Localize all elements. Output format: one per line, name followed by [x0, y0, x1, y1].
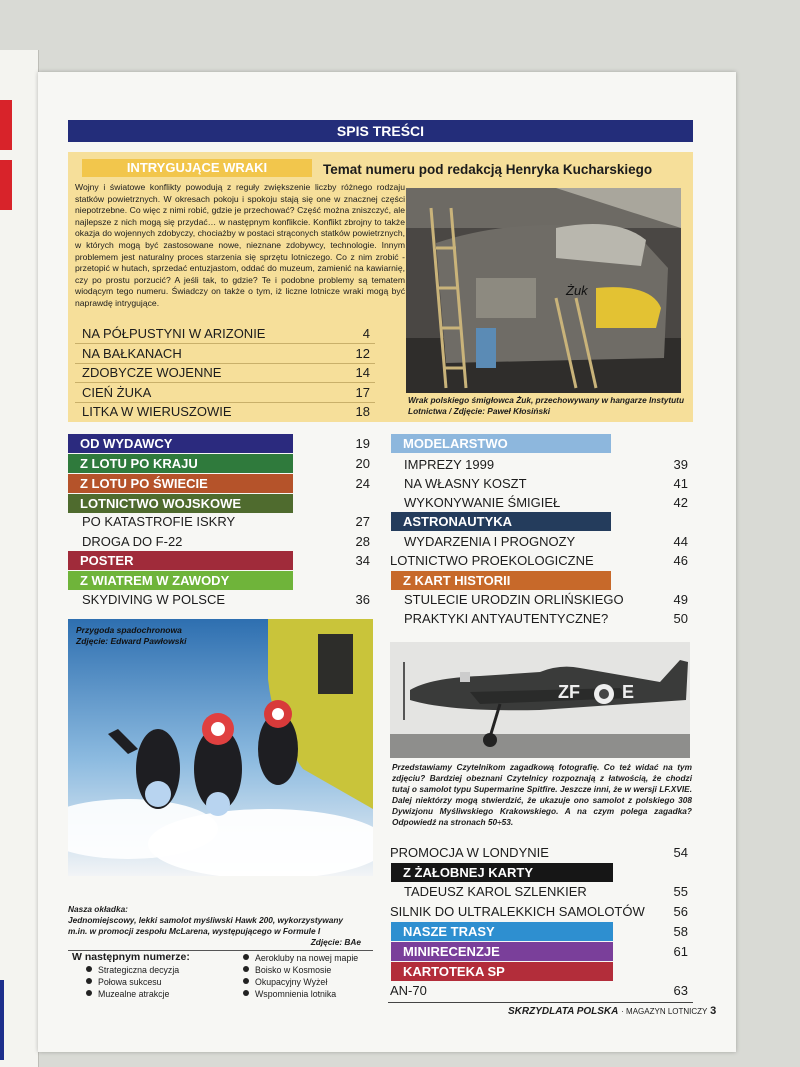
- feature-intro: Wojny i światowe konflikty powodują z reguły zwiększenie liczby różnego rodzaju statków powietrznych. W okresach pokoju i spokoju stają się one w znacznej części niepotrzebne. Co więc z nimi robić, gdzie je przechować? Część można zniszczyć, ale najlepsze z nich mogą się przydać… w następnym konflikcie. Konflikt zbrojny to także okazja do wojennych zdobyczy, chociażby w postaci strąconych statków powietrznych, w których mogą być zastosowane nowe, nieznane zdobywcy, technologie. Innym problemem jest naturalny proces starzenia się sprzętu lotniczego. Co z nim zrobić - przetopić w hutach, sprzedać entuzjastom, oddać do muzeum, zamienić na kawiarnię, czy po prostu porzucić? A jeśli tak, to gdzie? Te i podobne problemy są tematem wiodącym tego numeru. Świadczy on także o tym, iż liczne lotnicze wraki mogą być naprawdę intrygujące.: [75, 182, 405, 308]
- helicopter-photo: [406, 188, 681, 393]
- next-issue-item: [243, 964, 358, 976]
- bullet-icon: [243, 990, 249, 996]
- flag-stripe: [0, 160, 12, 210]
- next-issue-item: [86, 976, 179, 988]
- toc-entry[interactable]: PO KATASTROFIE ISKRY: [82, 514, 236, 529]
- next-issue-list-2: [243, 952, 358, 1000]
- toc-page: 41: [673, 476, 688, 491]
- toc-page: 49: [673, 592, 688, 607]
- section-page: 24: [355, 476, 370, 491]
- section-bar[interactable]: Z LOTU PO KRAJU: [68, 454, 293, 473]
- section-page: 20: [355, 456, 370, 471]
- next-issue-item-label: Strategiczna decyzja: [98, 965, 180, 975]
- section-bar[interactable]: OD WYDAWCY: [68, 434, 293, 453]
- toc-page: 56: [673, 904, 688, 919]
- feature-item-title[interactable]: NA PÓŁPUSTYNI W ARIZONIE: [82, 326, 266, 341]
- spitfire-code: ZF: [558, 682, 580, 702]
- next-issue-list-1: [86, 964, 179, 1000]
- cover-note: [68, 904, 373, 948]
- toc-entry[interactable]: PRAKTYKI ANTYAUTENTYCZNE?: [404, 611, 609, 626]
- section-bar[interactable]: POSTER: [68, 551, 293, 570]
- section-bar[interactable]: Z LOTU PO ŚWIECIE: [68, 474, 293, 493]
- toc-entry[interactable]: AN-70: [390, 983, 427, 998]
- section-bar[interactable]: Z KART HISTORII: [391, 571, 611, 590]
- feature-item-divider: [75, 343, 375, 344]
- cover-note-text-2: m.in. w promocji zespołu McLarena, występującego w Formule I: [68, 926, 321, 936]
- next-issue-item-label: Boisko w Kosmosie: [255, 965, 332, 975]
- feature-item-title[interactable]: CIEŃ ŻUKA: [82, 385, 152, 400]
- magazine-page: [38, 72, 736, 1052]
- section-bar[interactable]: Z WIATREM W ZAWODY: [68, 571, 293, 590]
- toc-entry[interactable]: WYDARZENIA I PROGNOZY: [404, 534, 576, 549]
- footer-brand: SKRZYDLATA POLSKA: [508, 1006, 619, 1017]
- feature-item-page: 12: [355, 346, 370, 361]
- bullet-icon: [243, 966, 249, 972]
- feature-item-page: 18: [355, 404, 370, 419]
- toc-page: 63: [673, 983, 688, 998]
- toc-entry[interactable]: STULECIE URODZIN ORLIŃSKIEGO: [404, 592, 624, 607]
- section-bar[interactable]: ASTRONAUTYKA: [391, 512, 611, 531]
- helicopter-marking: Żuk: [566, 283, 588, 298]
- toc-entry[interactable]: NA WŁASNY KOSZT: [404, 476, 527, 491]
- next-issue-item: [243, 976, 358, 988]
- toc-page: 42: [673, 495, 688, 510]
- feature-item-page: 17: [355, 385, 370, 400]
- previous-page-edge: [0, 50, 39, 1067]
- skydive-caption-credit: Zdjęcie: Edward Pawłowski: [76, 636, 187, 646]
- toc-page: 50: [673, 611, 688, 626]
- section-page: 34: [355, 553, 370, 568]
- footer-subtitle: · MAGAZYN LOTNICZY: [621, 1007, 708, 1016]
- next-issue-item: [243, 988, 358, 1000]
- toc-entry[interactable]: TADEUSZ KAROL SZLENKIER: [404, 884, 587, 899]
- cover-note-text-1: Jednomiejscowy, lekki samolot myśliwski Hawk 200, wykorzystywany: [68, 915, 344, 925]
- feature-item-title[interactable]: LITKA W WIERUSZOWIE: [82, 404, 232, 419]
- footer-rule: [388, 1002, 693, 1003]
- toc-entry[interactable]: DROGA DO F-22: [82, 534, 183, 549]
- feature-item-title[interactable]: ZDOBYCZE WOJENNE: [82, 365, 222, 380]
- page-title: SPIS TREŚCI: [336, 123, 425, 139]
- spitfire-caption: Przedstawiamy Czytelnikom zagadkową fotografię. Co też widać na tym zdjęciu? Bardziej obeznani Czytelnicy rozpoznają z łatwością, że chodzi tutaj o samolot typu Supermarine Spitfire. Jeszcze inni, że w wersji LF.XVIE. Dalej niektórzy mogą stwierdzić, że ukazuje ono samolot z polskiego 308 Dywizjonu Myśliwskiego Krakowskiego. A na czym polega zagadka? Odpowiedź na stronach 50÷53.: [392, 762, 692, 827]
- feature-label: INTRYGUJĄCE WRAKI: [82, 159, 312, 177]
- spitfire-code-letter: E: [622, 682, 635, 702]
- next-issue-item: [86, 964, 179, 976]
- section-bar[interactable]: NASZE TRASY: [391, 922, 613, 941]
- bullet-icon: [243, 978, 249, 984]
- skydive-caption-title: Przygoda spadochronowa: [76, 625, 182, 635]
- bullet-icon: [243, 954, 249, 960]
- section-bar[interactable]: MODELARSTWO: [391, 434, 611, 453]
- footer: [508, 1005, 716, 1017]
- toc-entry[interactable]: SKYDIVING W POLSCE: [82, 592, 226, 607]
- section-bar[interactable]: MINIRECENZJE: [391, 942, 613, 961]
- section-bar[interactable]: KARTOTEKA SP: [391, 962, 613, 981]
- feature-item-title[interactable]: NA BAŁKANACH: [82, 346, 182, 361]
- bullet-icon: [86, 990, 92, 996]
- footer-page-number: 3: [710, 1005, 717, 1017]
- toc-entry[interactable]: IMPREZY 1999: [404, 457, 495, 472]
- next-issue-item-label: Muzealne atrakcje: [98, 989, 170, 999]
- next-issue-item-label: Wspomnienia lotnika: [255, 989, 337, 999]
- feature-heading: Temat numeru pod redakcją Henryka Kucharskiego: [323, 162, 653, 177]
- section-bar[interactable]: Z ŻAŁOBNEJ KARTY: [391, 863, 613, 882]
- bullet-icon: [86, 978, 92, 984]
- spitfire-image: [390, 642, 690, 758]
- toc-entry[interactable]: LOTNICTWO PROEKOLOGICZNE: [390, 553, 594, 568]
- spitfire-photo: [390, 642, 690, 758]
- toc-entry[interactable]: WYKONYWANIE ŚMIGIEŁ: [404, 495, 561, 510]
- toc-page: 46: [673, 553, 688, 568]
- skydiving-photo: [68, 619, 373, 876]
- next-issue-item-label: Aerokluby na nowej mapie: [255, 953, 359, 963]
- skydivers-image: [68, 619, 373, 876]
- feature-item-page: 14: [355, 365, 370, 380]
- helicopter-caption: Wrak polskiego śmigłowca Żuk, przechowywany w hangarze Instytutu Lotnictwa / Zdjęcie: Paweł Kłosiński: [408, 395, 685, 416]
- next-issue-title: W następnym numerze:: [72, 951, 190, 963]
- toc-page: 27: [355, 514, 370, 529]
- skydive-caption: [76, 625, 187, 647]
- toc-page: 36: [355, 592, 370, 607]
- next-issue-item: [243, 952, 358, 964]
- flag-stripe: [0, 100, 12, 150]
- section-page: 19: [355, 436, 370, 451]
- cover-note-credit: Zdjęcie: BAe: [310, 937, 361, 947]
- toc-page: 28: [355, 534, 370, 549]
- section-bar[interactable]: LOTNICTWO WOJSKOWE: [68, 494, 293, 513]
- bullet-icon: [86, 966, 92, 972]
- feature-item-divider: [75, 382, 375, 383]
- next-issue-item: [86, 988, 179, 1000]
- feature-item-page: 4: [362, 326, 370, 341]
- toc-page: 55: [673, 884, 688, 899]
- toc-entry[interactable]: SILNIK DO ULTRALEKKICH SAMOLOTÓW: [390, 904, 645, 919]
- toc-entry[interactable]: PROMOCJA W LONDYNIE: [390, 845, 549, 860]
- toc-page: 44: [673, 534, 688, 549]
- page-edge-mark: [0, 980, 4, 1060]
- toc-page: 54: [673, 845, 688, 860]
- toc-page: 39: [673, 457, 688, 472]
- section-page: 61: [673, 944, 688, 959]
- next-issue-item-label: Okupacyjny Wyżeł: [255, 977, 328, 987]
- helicopter-wreck-image: [406, 188, 681, 393]
- section-page: 58: [673, 924, 688, 939]
- cover-note-title: Nasza okładka:: [68, 904, 128, 914]
- next-issue-item-label: Połowa sukcesu: [98, 977, 162, 987]
